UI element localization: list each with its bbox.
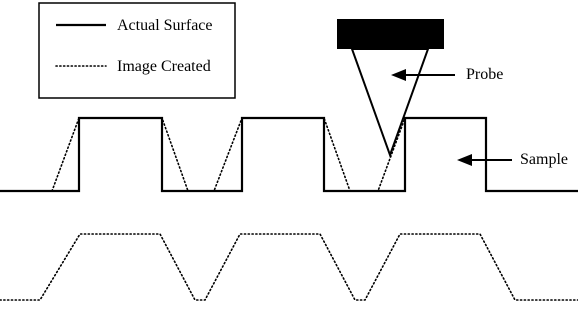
image-created-overlay-line <box>52 118 405 191</box>
actual-surface-line <box>0 118 578 191</box>
probe-tip <box>352 49 428 155</box>
sample-arrowhead <box>457 154 472 166</box>
probe <box>337 19 444 155</box>
probe-arrow <box>391 69 455 81</box>
legend-label-actual-surface: Actual Surface <box>117 17 213 34</box>
sample-label: Sample <box>520 151 568 168</box>
sample-arrow <box>457 154 512 166</box>
legend <box>39 3 235 98</box>
probe-mount <box>337 19 444 49</box>
probe-label: Probe <box>466 66 504 83</box>
legend-label-image-created: Image Created <box>117 58 211 75</box>
probe-arrowhead <box>391 69 406 81</box>
image-created-profile-line <box>0 234 578 300</box>
